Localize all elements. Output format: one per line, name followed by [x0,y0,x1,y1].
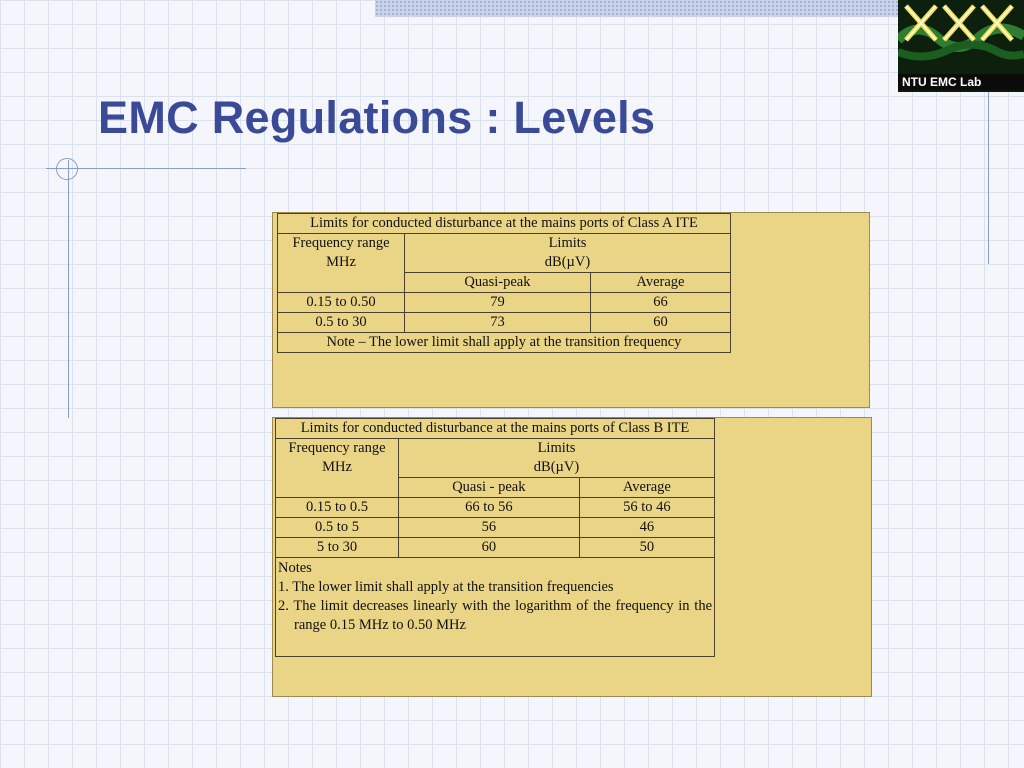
decorative-circle [56,158,78,180]
average-cell: 46 [579,518,714,538]
limits-header [399,439,715,478]
table-row [276,498,715,518]
frequency-range-header: Frequency range MHz [276,439,399,498]
ntu-emc-lab-logo [898,0,1024,92]
average-header: Average [590,273,730,293]
frequency-range-header: Frequency range MHz [278,234,405,293]
quasi-peak-cell: 56 [399,518,580,538]
class-a-limits-table [277,213,731,353]
average-cell: 56 to 46 [579,498,714,518]
class-b-limits-table [275,418,715,657]
range-cell: 5 to 30 [276,538,399,558]
unit-label: dB(µV) [544,254,591,270]
average-cell: 50 [579,538,714,558]
table-note: Note – The lower limit shall apply at the transition frequency [278,333,731,353]
logo-graphic [898,0,1024,74]
notes-title: Notes [278,560,312,576]
average-cell: 60 [590,313,730,333]
decorative-line-vertical [68,160,69,418]
header-pattern-strip [375,0,898,17]
limits-label: Limits [537,440,576,456]
table-row [276,538,715,558]
class-a-limits-panel [272,212,870,408]
average-header: Average [579,478,714,498]
table-row [278,293,731,313]
quasi-peak-header: Quasi - peak [399,478,580,498]
table-row [276,518,715,538]
range-cell: 0.5 to 5 [276,518,399,538]
note-1: 1. The lower limit shall apply at the transition frequencies [278,579,614,595]
slide-title: EMC Regulations : Levels [98,92,656,143]
decorative-line-right [988,92,989,264]
table-title: Limits for conducted disturbance at the mains ports of Class B ITE [276,419,715,439]
quasi-peak-header: Quasi-peak [405,273,591,293]
average-cell: 66 [590,293,730,313]
quasi-peak-cell: 66 to 56 [399,498,580,518]
range-cell: 0.15 to 0.5 [276,498,399,518]
limits-header [405,234,731,273]
quasi-peak-cell: 60 [399,538,580,558]
class-b-limits-panel [272,417,872,697]
quasi-peak-cell: 73 [405,313,591,333]
table-notes [276,558,715,657]
range-cell: 0.5 to 30 [278,313,405,333]
logo-text: NTU EMC Lab [898,74,1024,90]
unit-label: dB(µV) [533,459,580,475]
note-2: 2. The limit decreases linearly with the logarithm of the frequency in the range 0.15 MHz to 0.50 MHz [278,598,712,633]
range-cell: 0.15 to 0.50 [278,293,405,313]
table-row [278,313,731,333]
quasi-peak-cell: 79 [405,293,591,313]
limits-label: Limits [548,235,587,251]
table-title: Limits for conducted disturbance at the mains ports of Class A ITE [278,214,731,234]
